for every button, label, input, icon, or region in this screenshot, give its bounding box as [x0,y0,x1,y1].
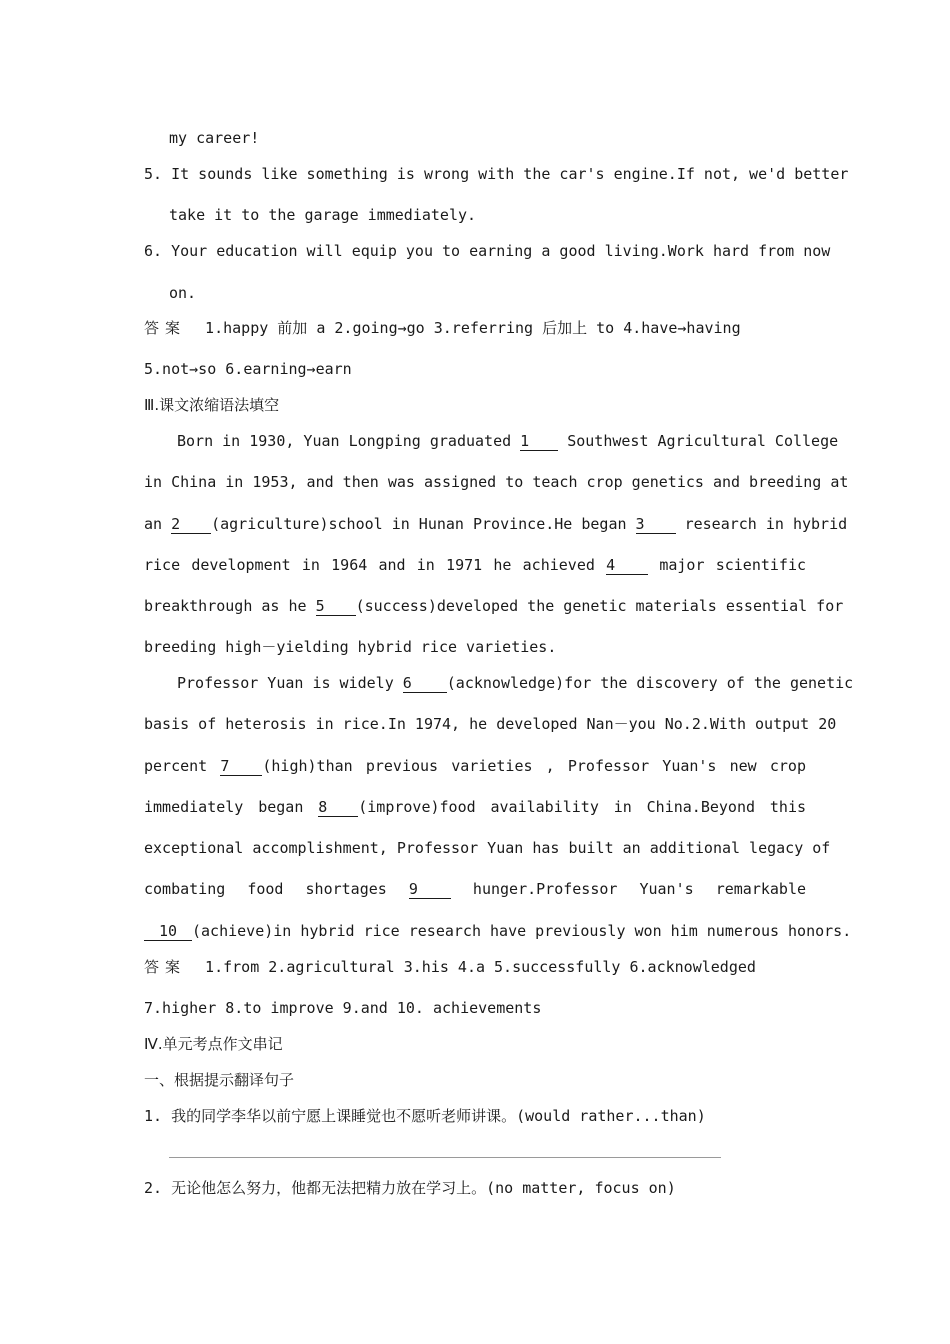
p1-line-5: breakthrough as he 5 (success)developed the genetic materials essential for [144,597,844,615]
blank-5[interactable]: 5 [316,597,356,616]
item-6-line-1: 6. Your education will equip you to earning a good living.Work hard from now [144,242,831,260]
answer-label: 答案 [144,319,187,337]
answer-line-1 [144,318,806,338]
answer-label: 答案 [144,958,187,976]
p2-line-5: exceptional accomplishment, Professor Yuan has built an additional legacy of [144,839,831,857]
blank-1[interactable]: 1 [520,432,558,451]
answer-rule-1[interactable] [169,1157,721,1158]
blank-8[interactable]: 8 [318,798,358,817]
p2-line-4: immediately began 8 (improve)food availability in China.Beyond this [144,798,807,816]
blank-2[interactable]: 2 [171,515,211,534]
p2-line-1: Professor Yuan is widely 6 (acknowledge)for the discovery of the genetic [177,674,854,692]
answer-line-4: 7.higher 8.to improve 9.and 10. achievements [144,999,542,1017]
blank-4[interactable]: 4 [606,556,648,575]
item-5-line-1: 5. It sounds like something is wrong with the car's engine.If not, we'd better [144,165,849,183]
section-3-heading: Ⅲ.课文浓缩语法填空 [144,396,280,414]
blank-9[interactable]: 9 [409,880,451,899]
item-6-line-2: on. [169,284,197,302]
item-5-line-2: take it to the garage immediately. [169,206,477,224]
answer-line-3 [144,957,806,977]
p2-line-2: basis of heterosis in rice.In 1974, he developed Nan－you No.2.With output 20 [144,715,837,733]
subsection-heading: 一、根据提示翻译句子 [144,1071,295,1089]
section-4-heading: Ⅳ.单元考点作文串记 [144,1035,283,1053]
p1-line-3: an 2 (agriculture)school in Hunan Province.He began 3 research in hybrid [144,515,848,533]
blank-3[interactable]: 3 [636,515,676,534]
blank-6[interactable]: 6 [403,674,447,693]
answer-line-2: 5.not→so 6.earning→earn [144,360,352,378]
translation-question-1: 1. 我的同学李华以前宁愿上课睡觉也不愿听老师讲课。(would rather...than) [144,1107,706,1125]
blank-7[interactable]: 7 [220,757,262,776]
p1-line-1: Born in 1930, Yuan Longping graduated 1 Southwest Agricultural College [177,432,839,450]
p2-line-7: 10 (achieve)in hybrid rice research have previously won him numerous honors. [144,921,806,941]
p2-line-3: percent 7 (high)than previous varieties , Professor Yuan's new crop [144,757,806,775]
translation-question-2: 2. 无论他怎么努力，他都无法把精力放在学习上。(no matter, focus on) [144,1179,676,1197]
answer-text: 1.happy 前加 a 2.going→go 3.referring 后加上 to 4.have→having [205,319,741,337]
item-4-continuation: my career! [169,129,260,147]
p1-line-4: rice development in 1964 and in 1971 he achieved 4 major scientific [144,556,807,574]
blank-10[interactable]: 10 [144,922,192,941]
p1-line-2: in China in 1953, and then was assigned to teach crop genetics and breeding at [144,473,849,491]
p2-line-6: combating food shortages 9 hunger.Professor Yuan's remarkable [144,880,807,898]
p1-line-6: breeding high－yielding hybrid rice varieties. [144,638,557,656]
answer-text: 1.from 2.agricultural 3.his 4.a 5.successfully 6.acknowledged [205,958,756,976]
